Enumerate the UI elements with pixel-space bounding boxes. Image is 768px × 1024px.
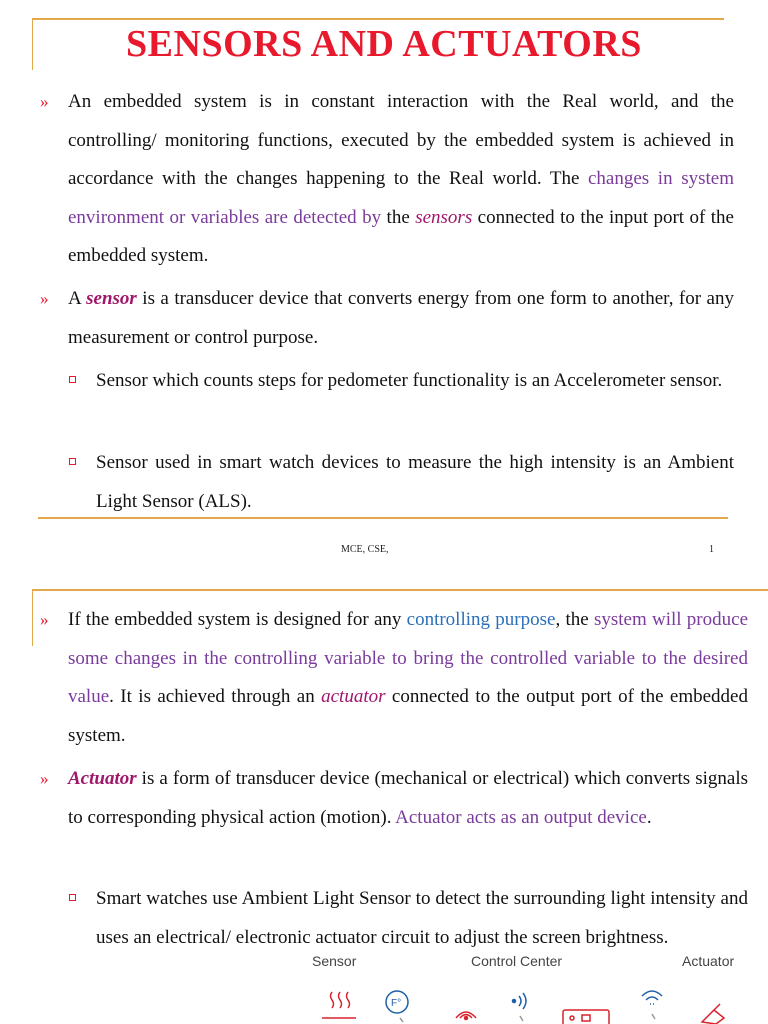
actuator-device-icon	[702, 1004, 724, 1024]
footer-text: MCE, CSE,	[341, 544, 389, 555]
sub-bullet-ambient-light: Sensor used in smart watch devices to measure the high intensity is an Ambient Light Sensor (ALS).	[96, 444, 734, 521]
sub-bullet-smart-watch: Smart watches use Ambient Light Sensor to detect the surrounding light intensity and uses an electrical/ electronic actuator circuit to adjust the screen brightness.	[96, 880, 748, 957]
bullet-marker: »	[40, 769, 49, 788]
wifi-cloud-icon	[642, 991, 662, 1019]
bullet-controlling-purpose: » If the embedded system is designed for any controlling purpose, the system will produce some changes in the controlling variable to bring the controlled variable to the desired value. It is achieved through an actuator connected to the output port of the embedded system.	[68, 601, 748, 755]
footer-rule	[38, 517, 728, 519]
bullet-marker: »	[40, 92, 49, 111]
diagram-icons	[300, 988, 768, 1024]
bullet-embedded-system: » An embedded system is in constant interaction with the Real world, and the controlling/ monitoring functions, executed by the embedded system is achieved in accordance with the changes happening to the Real world. The changes in system environment or variables are detected by the sensors connected to the input port of the embedded system.	[68, 83, 734, 276]
bullet-actuator-definition: » Actuator is a form of transducer device (mechanical or electrical) which converts signals to corresponding physical action (motion). Actuator acts as an output device.	[68, 760, 748, 837]
thermometer-icon	[386, 991, 408, 1022]
page-title: SENSORS AND ACTUATORS	[126, 23, 642, 65]
square-bullet-icon	[69, 894, 76, 901]
diagram-label-actuator: Actuator	[682, 953, 735, 969]
controller-board-icon	[563, 1010, 609, 1024]
wireless-signal-icon	[456, 1012, 476, 1020]
diagram-label-sensor: Sensor	[312, 953, 357, 969]
square-bullet-icon	[69, 376, 76, 383]
sub-bullet-accelerometer: Sensor which counts steps for pedometer functionality is an Accelerometer sensor.	[96, 362, 734, 401]
square-bullet-icon	[69, 458, 76, 465]
page-number: 1	[709, 544, 714, 555]
bullet-sensor-definition: » A sensor is a transducer device that converts energy from one form to another, for any measurement or control purpose.	[68, 280, 734, 357]
top-rule-slide2	[32, 589, 768, 591]
bullet-marker: »	[40, 610, 49, 629]
heat-icon	[322, 992, 356, 1018]
signal-emitter-icon	[513, 993, 527, 1021]
top-rule	[32, 18, 724, 20]
left-accent-line-slide2	[32, 589, 33, 646]
diagram-label-control-center: Control Center	[471, 953, 563, 969]
bullet-marker: »	[40, 289, 49, 308]
svg-text:F°: F°	[391, 998, 402, 1009]
